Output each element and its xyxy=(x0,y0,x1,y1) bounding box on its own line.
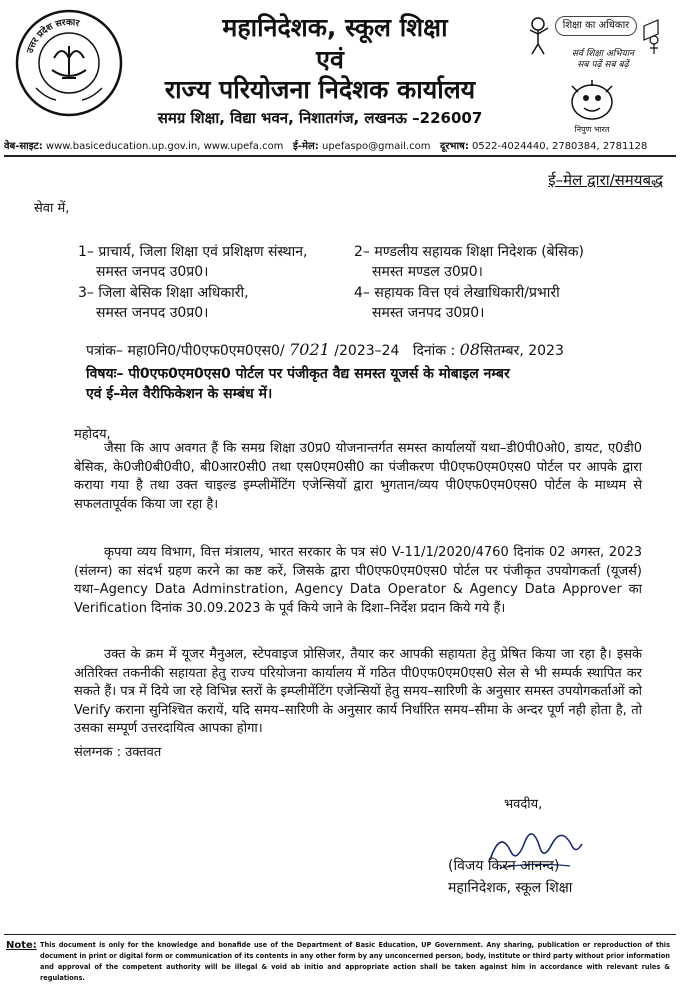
addressee-line: समस्त जनपद उ0प्र0। xyxy=(372,305,485,321)
body-paragraph-2: कृपया व्यय विभाग, वित्त मंत्रालय, भारत सरकार के पत्र सं0 V-11/1/2020/4760 दिनांक 02 अगस्त, 2023 (संलग्न) का संदर्भ ग्रहण करने का कष्ट करें, जिसके द्वारा पी0एफ0एम0एस0 पोर्टल पर पंजीकृत उपयोगकर्ता (यूजर्स) यथा–Agency Data Adminstration, Agency Data Operator & Agency Data Approver का Verification दिनांक 30.09.2023 के पूर्व किये जाने के दिशा–निर्देश प्रदान किये गये हैं। xyxy=(74,545,642,616)
addressee-line: 4– सहायक वित्त एवं लेखाधिकारी/प्रभारी xyxy=(354,285,560,301)
email-link[interactable]: upefaspo@gmail.com xyxy=(321,141,431,152)
reference-number-handwritten: 7021 xyxy=(289,340,330,359)
contact-line xyxy=(4,138,676,152)
office-title-line2: एवं xyxy=(316,45,344,74)
footer-note-label: Note: xyxy=(6,940,37,951)
addressee-line: समस्त जनपद उ0प्र0। xyxy=(96,305,209,321)
website-label: वेब-साइट: xyxy=(4,141,43,152)
nipun-bharat-label: निपुण भारत xyxy=(574,125,610,134)
greeting: महोदय, xyxy=(74,427,111,442)
addressee-line: 3– जिला बेसिक शिक्षा अधिकारी, xyxy=(78,285,249,301)
office-title-line1: महानिदेशक, स्कूल शिक्षा xyxy=(222,13,448,42)
salutation-to: सेवा में, xyxy=(34,201,70,216)
addressee-line: समस्त जनपद उ0प्र0। xyxy=(96,264,209,280)
addressee-line: 2– मण्डलीय सहायक शिक्षा निदेशक (बेसिक) xyxy=(354,244,584,260)
rte-badge-label: शिक्षा का अधिकार xyxy=(555,16,637,36)
letter-subject xyxy=(86,364,646,404)
phone-numbers: 0522-4024440, 2780384, 2781128 xyxy=(472,141,648,152)
reference-year: /2023–24 xyxy=(334,343,400,359)
footer-note-text: This document is only for the knowledge and bonafide use of the Department of Basic Education, UP Government. Any sharing, publication or reproduction of this document in print or digital form or communication of its contents in any other form by any unconcerned person, body, institute or third party without prior information and approval of the competent authority will be illegal & void ab initio and appropriate action shall be taken against him in accordance with relevant rules & regulations. xyxy=(40,941,670,982)
reference-label: पत्रांक– महा0नि0/पी0एफ0एम0एस0/ xyxy=(86,343,285,359)
phone-label: दूरभाष: xyxy=(440,141,469,152)
nipun-bharat-logo-icon xyxy=(562,78,622,122)
body-paragraph-3: उक्त के क्रम में यूजर मैनुअल, स्टेपवाइज प्रोसिजर, तैयार कर आपकी सहायता हेतु प्रेषित किया जा रहा है। इसके अतिरिक्त तकनीकी सहायता हेतु राज्य परियोजना कार्यालय में गठित पी0एफ0एम0एस0 सेल से भी सम्पर्क स्थापित कर सकते हैं। पत्र में दिये जा रहे विभिन्न स्तरों के इम्प्लीमेंटिंग एजेन्सियों हेतु समय–सारिणी के अनुसार समस्त उपयोगकर्ताओं को Verify कराना सुनिश्चित करायें, यदि समय–सारिणी के अनुसार कार्य निर्धारित समय–सीमा के अन्दर पूर्ण नही होता है, तो उसका सम्पूर्ण उत्तरदायित्व आपका होगा। xyxy=(74,647,642,736)
sender-title: महानिदेशक, स्कूल शिक्षा xyxy=(448,880,573,896)
addressee-3 xyxy=(78,283,249,323)
closing: भवदीय, xyxy=(504,797,543,812)
addressee-1 xyxy=(78,242,307,282)
sss-slogan-line2: सब पढ़ें सब बढ़ें xyxy=(577,60,629,70)
subject-line: विषयः– पी0एफ0एम0एस0 पोर्टल पर पंजीकृत वैद्य समस्त यूजर्स के मोबाइल नम्बर xyxy=(86,366,510,382)
seal-text: उत्तर प्रदेश सरकार xyxy=(25,17,81,55)
addressee-line: 1– प्राचार्य, जिला शिक्षा एवं प्रशिक्षण संस्थान, xyxy=(78,244,308,260)
up-government-seal-icon xyxy=(14,8,124,118)
email-label: ई-मेल: xyxy=(292,141,319,152)
addressee-line: समस्त मण्डल उ0प्र0। xyxy=(372,264,483,280)
footer-divider xyxy=(4,934,676,935)
sss-slogan-line1: सर्व शिक्षा अभियान xyxy=(571,49,635,59)
subject-line: एवं ई–मेल वैरीफिकेशन के सम्बंध में। xyxy=(86,386,273,402)
date-label: दिनांक : xyxy=(412,343,456,359)
body-paragraph-1: जैसा कि आप अवगत हैं कि समग्र शिक्षा उ0प्र0 योजनान्तर्गत समस्त कार्यालयों यथा–डी0पी0ओ0, डायट, ए0डी0 बेसिक, के0जी0बी0वी0, बी0आर0सी0 तथा एस0एम0सी0 का पंजीकरण पी0एफ0एम0एस0 पोर्टल पर आपके द्वारा कराया गया है तथा उक्त चाइल्ड इम्प्लीमेंटिंग एजेन्सियों द्वारा भुगतान/व्यय पी0एफ0एम0एस0 पोर्टल के माध्यम से सफलतापूर्वक किया जा रहा है। xyxy=(74,441,642,512)
date-day-handwritten: 08 xyxy=(459,340,480,359)
office-address: समग्र शिक्षा, विद्या भवन, निशातगंज, लखनऊ –226007 xyxy=(157,109,483,127)
date-month-year: सितम्बर, 2023 xyxy=(480,343,564,359)
header-divider xyxy=(4,155,676,157)
addressee-4 xyxy=(354,283,560,323)
sender-name: (विजय किरन आनन्द) xyxy=(448,858,560,874)
enclosure-note: संलग्नक : उक्तवत xyxy=(74,745,162,760)
website-links[interactable]: www.basiceducation.up.gov.in, www.upefa.com xyxy=(45,141,284,152)
addressee-2 xyxy=(354,242,584,282)
letter-reference xyxy=(86,340,646,360)
office-title-line3: राज्य परियोजना निदेशक कार्यालय xyxy=(164,75,476,104)
delivery-mode: ई–मेल द्वारा/समयबद्ध xyxy=(548,171,663,189)
